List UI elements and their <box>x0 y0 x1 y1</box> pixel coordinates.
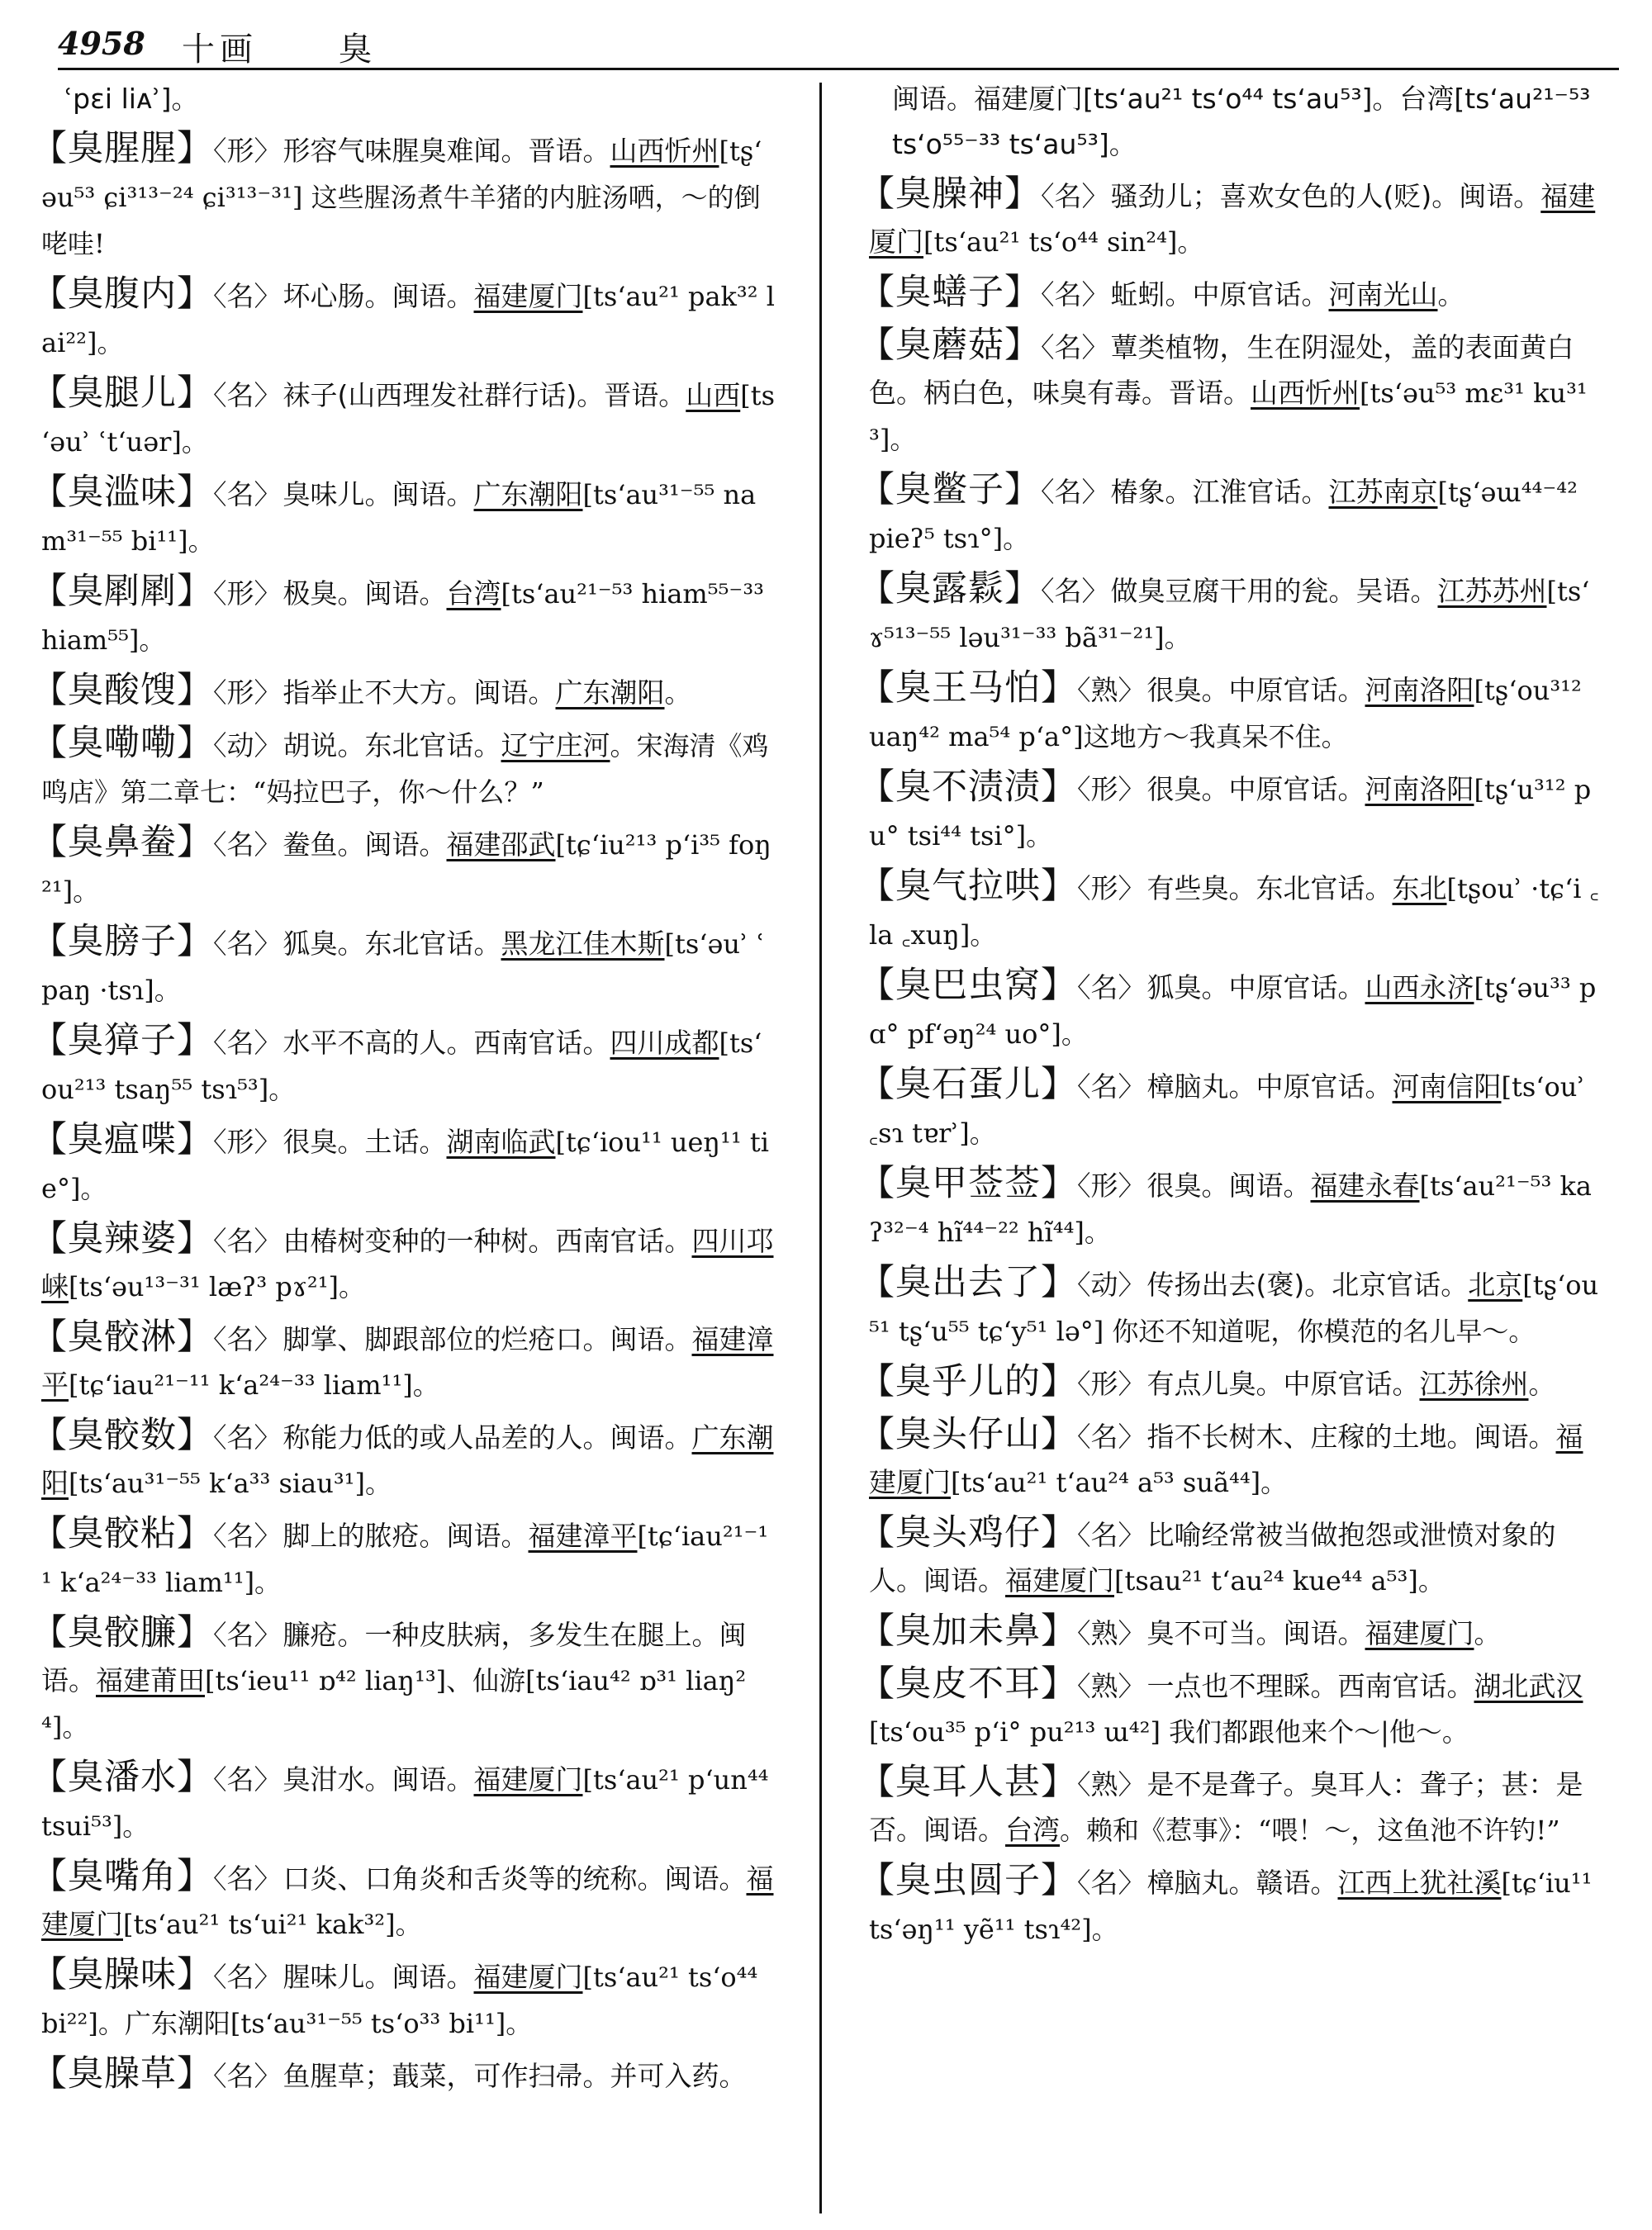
dictionary-entry <box>859 1760 1602 1853</box>
entry-pronunciation: [tsʻou³⁵ pʻi° pu²¹³ ɯ⁴²] 我们都跟他来个～|他～。 <box>869 1716 1469 1748</box>
entry-headword: 【臭辣婆】 <box>31 1218 213 1260</box>
dialect-location: 福建永春 <box>1310 1170 1420 1202</box>
entry-pronunciation: [tsau²¹ tʻau²⁴ kue⁴⁴ a⁵³]。 <box>1114 1565 1445 1597</box>
entry-definition: 鲞鱼。闽语。 <box>282 828 447 861</box>
part-of-speech: 〈动〉 <box>213 729 282 762</box>
part-of-speech: 〈形〉 <box>213 135 282 167</box>
part-of-speech: 〈名〉 <box>213 280 282 312</box>
dialect-location: 福建厦门 <box>41 1862 774 1940</box>
entry-definition: 袜子(山西理发社群行话)。晋语。 <box>282 379 686 411</box>
part-of-speech: 〈名〉 <box>1041 476 1109 508</box>
dictionary-entry <box>859 1511 1602 1604</box>
entry-headword: 【臭骹臁】 <box>31 1612 213 1654</box>
entry-definition: 指举止不大方。闽语。 <box>282 676 556 709</box>
header-character: 臭 <box>339 31 372 69</box>
dialect-location: 广东潮阳 <box>555 676 665 709</box>
dictionary-entry <box>31 1755 775 1849</box>
entry-definition: 很臭。土话。 <box>282 1126 447 1158</box>
entry-definition: 蕈类植物，生在阴湿处，盖的表面黄白色。柄白色，味臭有毒。晋语。 <box>869 331 1574 409</box>
entry-definition: 一点也不理睬。西南官话。 <box>1146 1670 1474 1702</box>
dialect-location: 福建厦门 <box>473 280 583 312</box>
dictionary-entry <box>31 1511 775 1606</box>
dictionary-entry <box>31 668 775 716</box>
entry-pronunciation: 。宋海清《鸡鸣店》第二章七：“妈拉巴子，你～什么？” <box>41 730 769 808</box>
entry-headword: 【臭耳人甚】 <box>859 1762 1077 1803</box>
entry-definition: 指不长树木、庄稼的土地。闽语。 <box>1146 1421 1556 1453</box>
dialect-location: 福建厦门 <box>869 1421 1583 1498</box>
part-of-speech: 〈名〉 <box>213 1520 282 1552</box>
entry-pronunciation: [tsʻəu⁵³ mɛ³¹ ku³¹³]。 <box>869 377 1588 455</box>
dialect-location: 河南洛阳 <box>1365 773 1474 805</box>
entry-headword: 【臭膀子】 <box>31 921 213 962</box>
dictionary-entry <box>31 820 775 914</box>
entry-headword: 【臭鼻鲞】 <box>31 822 213 863</box>
entry-definition: 口炎、口角炎和舌炎等的统称。闽语。 <box>282 1862 747 1895</box>
dialect-location: 江苏苏州 <box>1437 575 1547 607</box>
entry-continuation: 闽语。福建厦门[tsʻau²¹ tsʻo⁴⁴ tsʻau⁵³]。台湾[tsʻau²¹⁻⁵³ tsʻo⁵⁵⁻³³ tsʻau⁵³]。 <box>892 83 1591 160</box>
part-of-speech: 〈形〉 <box>1077 773 1146 805</box>
dictionary-entry <box>859 1260 1602 1355</box>
dialect-location: 河南信阳 <box>1392 1070 1502 1103</box>
dictionary-entry <box>859 864 1602 958</box>
entry-definition: 很臭。中原官话。 <box>1146 674 1365 706</box>
entry-pronunciation: [tʂʻəɯ⁴⁴⁻⁴² pieʔ⁵ tsɿ°]。 <box>869 477 1578 554</box>
dictionary-entry <box>31 919 775 1013</box>
dialect-location: 江苏徐州 <box>1419 1368 1529 1400</box>
entry-definition: 鱼腥草；蕺菜，可作扫帚。并可入药。 <box>282 2060 747 2092</box>
dialect-location: 山西忻州 <box>610 135 719 167</box>
entry-pronunciation: [tsʻou²¹³ tsaŋ⁵⁵ tsɿ⁵³]。 <box>41 1027 762 1105</box>
entry-pronunciation: [tsʻɤ⁵¹³⁻⁵⁵ ləu³¹⁻³³ bã³¹⁻²¹]。 <box>869 576 1590 653</box>
dialect-location: 江苏南京 <box>1328 476 1438 508</box>
part-of-speech: 〈名〉 <box>213 478 282 510</box>
part-of-speech: 〈形〉 <box>213 676 282 709</box>
part-of-speech: 〈名〉 <box>1041 331 1109 363</box>
entry-headword: 【臭加未鼻】 <box>859 1611 1077 1652</box>
entry-headword: 【臭不渍渍】 <box>859 766 1077 808</box>
part-of-speech: 〈熟〉 <box>1077 674 1146 706</box>
entry-headword: 【臭甲莶莶】 <box>859 1163 1077 1204</box>
part-of-speech: 〈名〉 <box>213 1961 282 1993</box>
entry-definition: 骚劲儿；喜欢女色的人(贬)。闽语。 <box>1110 180 1541 212</box>
dictionary-entry <box>859 1359 1602 1407</box>
page-header <box>58 18 1619 70</box>
entry-definition: 坏心肠。闽语。 <box>282 280 474 312</box>
entry-definition: 樟脑丸。赣语。 <box>1146 1867 1338 1899</box>
entry-headword: 【臭㓾㓾】 <box>31 571 213 612</box>
dictionary-entry <box>31 1117 775 1212</box>
dictionary-entry <box>31 1952 775 2047</box>
entry-headword: 【臭出去了】 <box>859 1262 1077 1303</box>
entry-definition: 是不是聋子。臭耳人：聋子；甚：是否。闽语。 <box>869 1768 1583 1846</box>
entry-pronunciation: [tsʻəu¹³⁻³¹ læʔ³ pɤ²¹]。 <box>69 1271 366 1302</box>
dialect-location: 黑龙江佳木斯 <box>501 928 665 960</box>
entry-pronunciation: [tsʻau³¹⁻⁵⁵ kʻa³³ siau³¹]。 <box>69 1468 392 1499</box>
entry-definition: 做臭豆腐干用的瓮。吴语。 <box>1110 575 1438 607</box>
part-of-speech: 〈名〉 <box>213 2060 282 2092</box>
stroke-section-label: 十画 <box>182 31 258 69</box>
entry-pronunciation: [tsʻau²¹ tsʻo⁴⁴ bi²²]。广东潮阳[tsʻau³¹⁻⁵⁵ tsʻo³³ bi¹¹]。 <box>41 1962 758 2039</box>
dictionary-entry <box>859 963 1602 1057</box>
part-of-speech: 〈名〉 <box>213 1421 282 1454</box>
entry-headword: 【臭王马怕】 <box>859 667 1077 709</box>
part-of-speech: 〈名〉 <box>213 1763 282 1796</box>
dictionary-entry <box>859 1662 1602 1755</box>
entry-definition: 臭味儿。闽语。 <box>282 478 474 510</box>
part-of-speech: 〈名〉 <box>1077 971 1146 1004</box>
entry-definition: 椿象。江淮官话。 <box>1110 476 1329 508</box>
dictionary-entry <box>859 1858 1602 1952</box>
dictionary-entry <box>31 1413 775 1506</box>
part-of-speech: 〈名〉 <box>1041 278 1109 311</box>
entry-headword: 【臭露鬏】 <box>859 568 1041 610</box>
dialect-location: 河南洛阳 <box>1365 674 1474 706</box>
dictionary-entry <box>859 1412 1602 1506</box>
part-of-speech: 〈形〉 <box>213 577 282 610</box>
entry-pronunciation: [tsʻau²¹ tsʻui²¹ kak³²]。 <box>123 1909 422 1940</box>
part-of-speech: 〈形〉 <box>1077 1170 1146 1202</box>
dialect-location: 福建厦门 <box>473 1961 583 1993</box>
page-number: 4958 <box>58 25 145 62</box>
dialect-location: 广东潮阳 <box>41 1421 774 1499</box>
entry-headword: 【臭臊神】 <box>859 173 1041 215</box>
entry-pronunciation: [tɕʻiau²¹⁻¹¹ kʻa²⁴⁻³³ liam¹¹]。 <box>69 1369 439 1401</box>
part-of-speech: 〈名〉 <box>213 828 282 861</box>
dialect-location: 北京 <box>1468 1269 1523 1301</box>
entry-definition: 传扬出去(褒)。北京官话。 <box>1146 1269 1469 1301</box>
entry-pronunciation: [tsʻau²¹ tsʻo⁴⁴ sin²⁴]。 <box>923 226 1204 258</box>
entry-pronunciation: [tɕʻiou¹¹ ueŋ¹¹ tie°]。 <box>41 1127 769 1204</box>
entry-pronunciation: [tɕʻiu²¹³ pʻi³⁵ foŋ²¹]。 <box>41 829 771 907</box>
entry-headword: 【臭骹淋】 <box>31 1317 213 1358</box>
entry-pronunciation: [tʂouʾ ·tɕʻi ꜀la ꜀xuŋ]。 <box>869 873 1599 951</box>
entry-pronunciation: [tʂʻou³¹² uaŋ⁴² ma⁵⁴ pʻa°]这地方～我真呆不住。 <box>869 675 1582 752</box>
entry-pronunciation: [tsʻau³¹⁻⁵⁵ nam³¹⁻⁵⁵ bi¹¹]。 <box>41 479 757 557</box>
entry-headword: 【臭滥味】 <box>31 472 213 513</box>
entry-headword: 【臭气拉哄】 <box>859 866 1077 907</box>
dialect-location: 山西 <box>686 379 741 411</box>
entry-pronunciation: [tsʻau²¹ pak³² lai²²]。 <box>41 281 775 358</box>
dialect-location: 福建厦门 <box>473 1763 583 1796</box>
entry-definition: 脚掌、脚跟部位的烂疮口。闽语。 <box>282 1323 692 1355</box>
dictionary-entry <box>31 470 775 564</box>
part-of-speech: 〈形〉 <box>1077 1368 1146 1400</box>
dictionary-entry <box>31 371 775 465</box>
entry-definition: 脚上的脓疮。闽语。 <box>282 1520 529 1552</box>
column-divider <box>819 83 822 2213</box>
entry-headword: 【臭嘞嘞】 <box>31 723 213 764</box>
part-of-speech: 〈名〉 <box>1077 1519 1146 1551</box>
part-of-speech: 〈名〉 <box>213 1323 282 1355</box>
entry-pronunciation: 。赖和《惹事》：“喂！～，这鱼池不许钓!” <box>1060 1815 1560 1846</box>
entry-headword: 【臭腥腥】 <box>31 128 213 169</box>
left-column <box>31 76 775 2207</box>
entry-definition: 有点儿臭。中原官话。 <box>1146 1368 1420 1400</box>
right-column <box>859 76 1602 2207</box>
entry-pronunciation: [tʂʻəu³³ pɑ° pfʻəŋ²⁴ uo°]。 <box>869 972 1597 1050</box>
dictionary-entry <box>859 1062 1602 1156</box>
entry-pronunciation: [tsʻau²¹⁻⁵³ hiam⁵⁵⁻³³ hiam⁵⁵]。 <box>41 578 764 656</box>
dictionary-entry <box>859 666 1602 760</box>
entry-definition: 腥味儿。闽语。 <box>282 1961 474 1993</box>
dialect-location: 山西忻州 <box>1251 377 1360 409</box>
entry-headword: 【臭臊草】 <box>31 2053 213 2095</box>
dialect-location: 四川邛崃 <box>41 1225 774 1302</box>
entry-pronunciation: 。 <box>1474 1618 1501 1649</box>
entry-headword: 【臭骹数】 <box>31 1415 213 1456</box>
dialect-location: 福建漳平 <box>528 1520 638 1552</box>
entry-headword: 【臭蘑菇】 <box>859 325 1041 366</box>
dictionary-entry <box>31 1854 775 1948</box>
dialect-location: 辽宁庄河 <box>501 729 610 762</box>
entry-definition: 樟脑丸。中原官话。 <box>1146 1070 1393 1103</box>
entry-headword: 【臭乎儿的】 <box>859 1361 1077 1402</box>
entry-definition: 臁疮。一种皮肤病，多发生在腿上。闽语。 <box>41 1619 747 1696</box>
entry-pronunciation: [tsʻəuʾ ʿtʻuər]。 <box>41 380 775 458</box>
dictionary-entry <box>31 569 775 663</box>
entry-pronunciation: [tsʻau²¹⁻⁵³ kaʔ³²⁻⁴ hĩ⁴⁴⁻²² hĩ⁴⁴]。 <box>869 1170 1592 1248</box>
dictionary-entry <box>859 1609 1602 1657</box>
entry-pronunciation: [tɕʻiau²¹⁻¹¹ kʻa²⁴⁻³³ liam¹¹]。 <box>41 1521 769 1598</box>
entry-pronunciation: [tsʻieu¹¹ ɒ⁴² liaŋ¹³]、仙游[tsʻiau⁴² ɒ³¹ liaŋ²⁴]。 <box>41 1665 747 1743</box>
dictionary-entry <box>859 765 1602 859</box>
dialect-location: 福建厦门 <box>1005 1564 1114 1597</box>
dialect-location: 福建厦门 <box>869 180 1596 258</box>
entry-definition: 由椿树变种的一种树。西南官话。 <box>282 1225 692 1257</box>
entry-continuation: ʿpɛi liᴀʾ]。 <box>64 83 199 115</box>
entry-definition: 很臭。中原官话。 <box>1146 773 1365 805</box>
dialect-location: 河南光山 <box>1328 278 1438 311</box>
dialect-location: 四川成都 <box>610 1027 719 1059</box>
dialect-location: 福建漳平 <box>41 1323 774 1401</box>
part-of-speech: 〈名〉 <box>1077 1867 1146 1899</box>
dialect-location: 东北 <box>1392 872 1447 904</box>
entry-pronunciation: [tsʻəuʾ ʿpaŋ ·tsɿ]。 <box>41 928 765 1006</box>
entry-headword: 【臭巴虫窝】 <box>859 965 1077 1006</box>
dialect-location: 江西上犹社溪 <box>1337 1867 1502 1899</box>
dialect-location: 湖南临武 <box>446 1126 556 1158</box>
entry-definition: 狐臭。东北官话。 <box>282 928 501 960</box>
part-of-speech: 〈熟〉 <box>1077 1670 1146 1702</box>
entry-headword: 【臭骹粘】 <box>31 1513 213 1554</box>
part-of-speech: 〈名〉 <box>213 1619 282 1651</box>
dialect-location: 福建厦门 <box>1365 1617 1474 1649</box>
entry-pronunciation: [tʂʻəu⁵³ ɕi³¹³⁻²⁴ ɕi³¹³⁻³¹] 这些腥汤煮牛羊猪的内脏汤哂，～的倒咾哇! <box>41 135 762 259</box>
entry-definition: 臭泔水。闽语。 <box>282 1763 474 1796</box>
dialect-location: 台湾 <box>1005 1814 1060 1846</box>
dictionary-entry <box>31 1315 775 1408</box>
entry-headword: 【臭皮不耳】 <box>859 1663 1077 1705</box>
entry-definition: 有些臭。东北官话。 <box>1146 872 1393 904</box>
entry-headword: 【臭头鸡仔】 <box>859 1512 1077 1554</box>
dialect-location: 湖北武汉 <box>1474 1670 1583 1702</box>
entry-definition: 臭不可当。闽语。 <box>1146 1617 1365 1649</box>
entry-headword: 【臭瘟喋】 <box>31 1119 213 1160</box>
part-of-speech: 〈名〉 <box>213 1225 282 1257</box>
entry-headword: 【臭腿儿】 <box>31 372 213 414</box>
dictionary-entry <box>31 1217 775 1310</box>
entry-pronunciation: [tsʻau²¹ pʻun⁴⁴ tsui⁵³]。 <box>41 1764 769 1842</box>
entry-headword: 【臭臊味】 <box>31 1954 213 1995</box>
entry-headword: 【臭獐子】 <box>31 1020 213 1061</box>
part-of-speech: 〈名〉 <box>1077 1070 1146 1103</box>
entry-headword: 【臭腹内】 <box>31 273 213 315</box>
entry-definition: 蚯蚓。中原官话。 <box>1110 278 1329 311</box>
part-of-speech: 〈动〉 <box>1077 1269 1146 1301</box>
entry-definition: 水平不高的人。西南官话。 <box>282 1027 610 1059</box>
part-of-speech: 〈名〉 <box>213 1862 282 1895</box>
entry-headword: 【臭石蛋儿】 <box>859 1064 1077 1105</box>
entry-headword: 【臭头仔山】 <box>859 1414 1077 1455</box>
dialect-location: 福建邵武 <box>446 828 556 861</box>
dictionary-entry <box>31 1018 775 1113</box>
entry-pronunciation: 。 <box>1437 279 1464 311</box>
dialect-location: 福建莆田 <box>96 1664 205 1696</box>
dictionary-entry <box>859 172 1602 265</box>
part-of-speech: 〈名〉 <box>213 928 282 960</box>
entry-pronunciation: [tsʻau²¹ tʻau²⁴ a⁵³ suã⁴⁴]。 <box>951 1467 1288 1498</box>
part-of-speech: 〈名〉 <box>213 379 282 411</box>
entry-definition: 比喻经常被当做抱怨或泄愤对象的人。闽语。 <box>869 1519 1556 1597</box>
part-of-speech: 〈熟〉 <box>1077 1617 1146 1649</box>
entry-headword: 【臭嘴角】 <box>31 1856 213 1897</box>
entry-headword: 【臭潘水】 <box>31 1757 213 1798</box>
entry-definition: 狐臭。中原官话。 <box>1146 971 1365 1004</box>
entry-pronunciation: [tʂʻou⁵¹ tʂʻu⁵⁵ tɕʻy⁵¹ lə°] 你还不知道呢，你模范的名儿早～。 <box>869 1269 1599 1347</box>
entry-headword: 【臭虫圆子】 <box>859 1860 1077 1901</box>
dictionary-entry <box>859 323 1602 463</box>
dialect-location: 台湾 <box>446 577 501 610</box>
part-of-speech: 〈熟〉 <box>1077 1768 1146 1801</box>
entry-definition: 很臭。闽语。 <box>1146 1170 1311 1202</box>
dictionary-entry <box>859 467 1602 562</box>
entry-definition: 极臭。闽语。 <box>282 577 447 610</box>
entry-pronunciation: [tɕʻiu¹¹ tsʻəŋ¹¹ yẽ¹¹ tsɿ⁴²]。 <box>869 1867 1593 1945</box>
part-of-speech: 〈名〉 <box>1041 180 1109 212</box>
dictionary-entry <box>31 272 775 366</box>
dictionary-entry <box>31 126 775 267</box>
dictionary-entry <box>31 1611 775 1750</box>
dictionary-entry <box>31 2052 775 2099</box>
entry-definition: 称能力低的或人品差的人。闽语。 <box>282 1421 692 1454</box>
dictionary-entry <box>859 567 1602 661</box>
part-of-speech: 〈名〉 <box>1041 575 1109 607</box>
entry-pronunciation: [tsʻouʾ ꜀sɿ tɐrʾ]。 <box>869 1071 1586 1149</box>
entry-pronunciation: 。 <box>1528 1369 1555 1400</box>
entry-definition: 胡说。东北官话。 <box>282 729 501 762</box>
part-of-speech: 〈名〉 <box>213 1027 282 1059</box>
entry-pronunciation: 。 <box>664 677 691 709</box>
dialect-location: 山西永济 <box>1365 971 1474 1004</box>
part-of-speech: 〈形〉 <box>213 1126 282 1158</box>
part-of-speech: 〈形〉 <box>1077 872 1146 904</box>
entry-headword: 【臭鳖子】 <box>859 469 1041 510</box>
entry-headword: 【臭酸馊】 <box>31 670 213 711</box>
part-of-speech: 〈名〉 <box>1077 1421 1146 1453</box>
dictionary-entry <box>859 270 1602 318</box>
dialect-location: 广东潮阳 <box>473 478 583 510</box>
entry-headword: 【臭蟮子】 <box>859 272 1041 313</box>
dictionary-entry <box>859 1161 1602 1255</box>
entry-pronunciation: [tʂʻu³¹² pu° tsi⁴⁴ tsi°]。 <box>869 774 1592 852</box>
entry-definition: 形容气味腥臭难闻。晋语。 <box>282 135 610 167</box>
dictionary-entry <box>31 721 775 815</box>
